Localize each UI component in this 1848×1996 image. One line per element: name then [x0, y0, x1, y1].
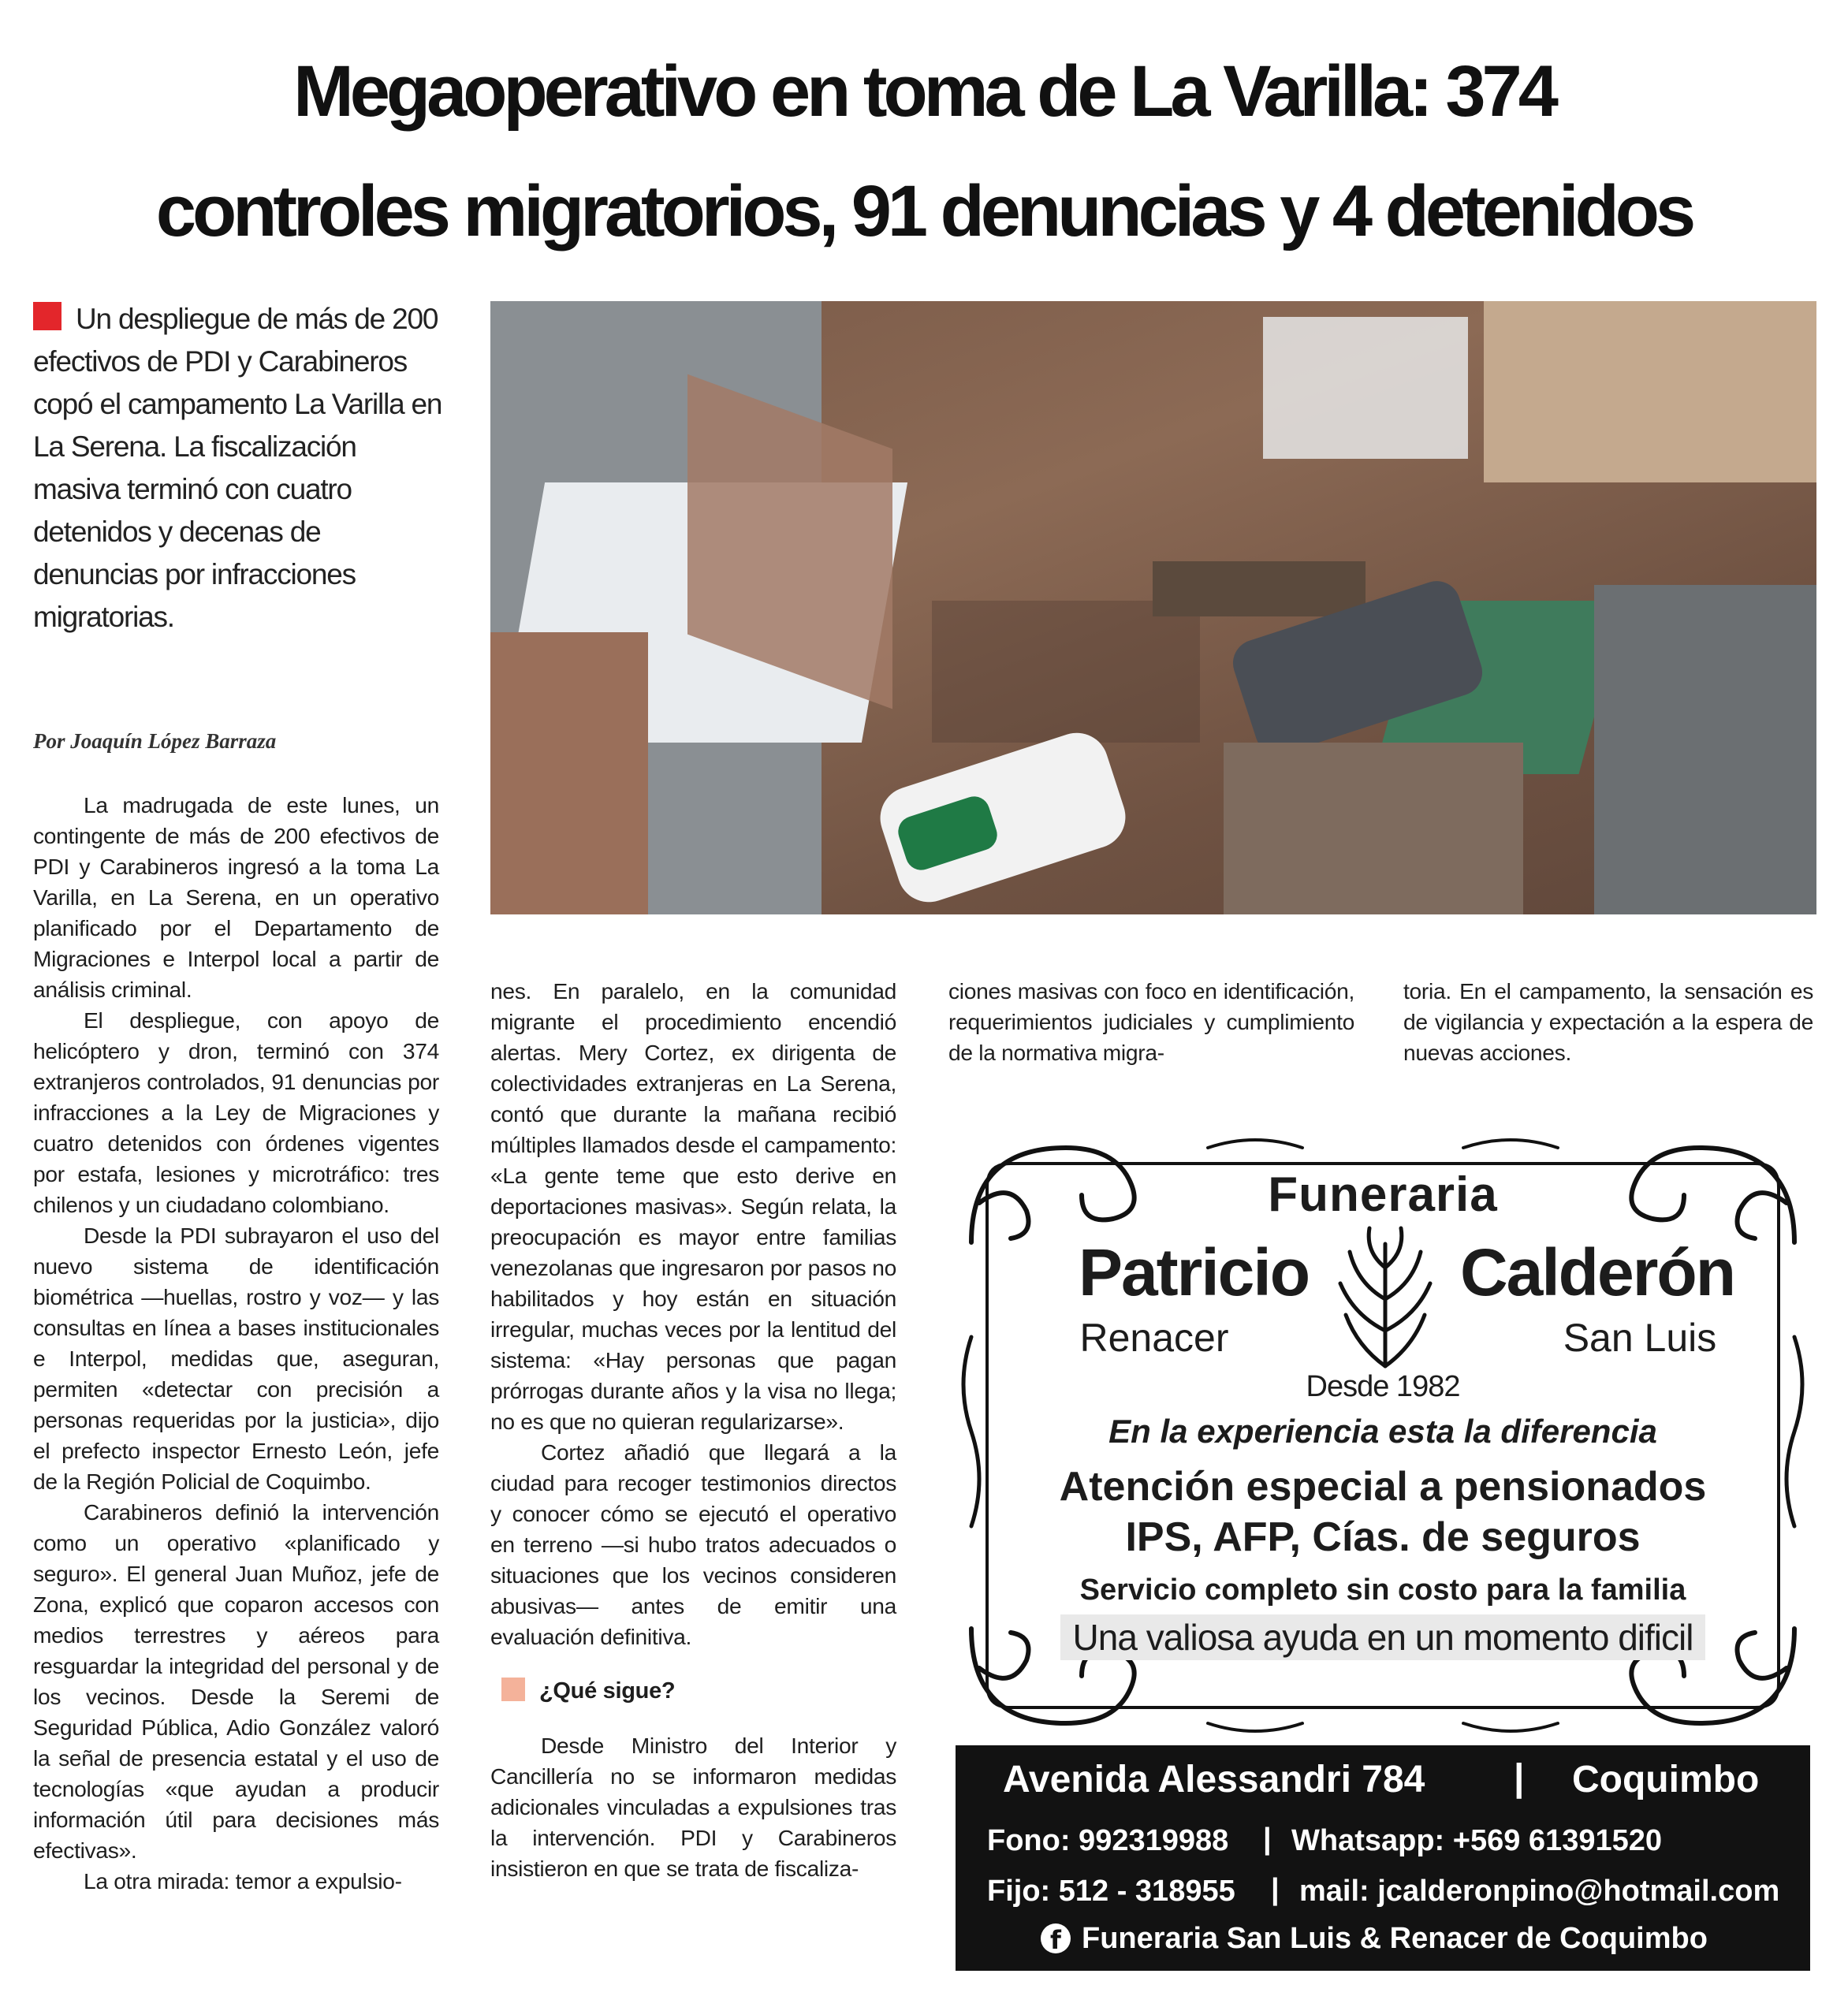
facebook-icon: f [1041, 1923, 1071, 1953]
ad-separator: | [1514, 1757, 1525, 1799]
ad-sub-left: Renacer [1079, 1316, 1229, 1360]
lead-marker [33, 302, 61, 330]
article-column-4 [1403, 976, 1813, 1068]
ad-slogan: En la experiencia esta la diferencia [1108, 1413, 1657, 1450]
article-column-2 [490, 976, 896, 1884]
ad-facebook: Funeraria San Luis & Renacer de Coquimbo [1082, 1922, 1708, 1955]
ad-line-servicio: Servicio completo sin costo para la familia [1079, 1573, 1686, 1607]
ad-line-seguros: IPS, AFP, Cías. de seguros [1125, 1514, 1641, 1560]
paragraph: La madrugada de este lunes, un contingente de más de 200 efectivos de PDI y Carabineros ingresó a la toma La Varilla, en La Serena, en un operativo planificado por el Departamento de Migraciones e Interpol local a partir de análisis criminal. [33, 792, 439, 1002]
aerial-photo [490, 301, 1816, 914]
headline-line-1: Megaoperativo en toma de La Varilla: 374 [293, 51, 1555, 132]
paragraph: ciones masivas con foco en identificación, requerimientos judiciales y cumplimiento de la normativa migra- [948, 978, 1354, 1065]
article-column-3 [948, 976, 1354, 1068]
headline [32, 32, 1816, 271]
article-column-1 [33, 790, 439, 1897]
paragraph: Desde la PDI subrayaron el uso del nuevo sistema de identificación biométrica —huellas, rostro y voz— y las consultas en línea a bases institucionales e Interpol, medidas que, aseguran, permiten «detectar con precisión a personas requeridas por la justicia», dijo el prefecto inspector Ernesto León, jefe de la Región Policial de Coquimbo. [33, 1223, 439, 1494]
ad-line-ayuda [956, 1614, 1810, 1660]
ad-whatsapp: Whatsapp: +569 61391520 [1291, 1824, 1662, 1857]
paragraph: Desde Ministro del Interior y Cancillería no se informaron medidas adicionales vinculadas a expulsiones tras la intervención. PDI y Carabineros insistieron en que se trata de fiscaliza- [490, 1733, 896, 1881]
lead-paragraph [33, 298, 443, 639]
ad-separator: | [1271, 1873, 1280, 1906]
paragraph: nes. En paralelo, en la comunidad migrante el procedimiento encendió alertas. Mery Cortez, ex dirigenta de colectividades extranjeras en La Serena, contó que durante la mañana recibió múltiples llamados desde el campamento: «La gente teme que esto derive en deportaciones masivas». Según relata, la preocupación es mayor entre familias venezolanas que ingresaron por pasos no habilitados y hoy están en situación irregular, muchas veces por la lentitud del sistema: «Hay personas que pagan prórrogas durante años y la visa no llega; no es que no quieran regularizarse». [490, 978, 896, 1434]
ad-fixed-phone: Fijo: 512 - 318955 [987, 1875, 1235, 1908]
lead-text: Un despliegue de más de 200 efectivos de PDI y Carabineros copó el campamento La Varilla en La Serena. La fiscalización masiva terminó con cuatro detenidos y decenas de denuncias por infracciones migratorias. [33, 303, 442, 633]
ad-city: Coquimbo [1572, 1759, 1760, 1800]
ad-mail: mail: jcalderonpino@hotmail.com [1299, 1875, 1780, 1908]
ad-sub-right: San Luis [1563, 1316, 1717, 1360]
funeral-home-ad [956, 1132, 1810, 1971]
ad-funeraria: Funeraria [1268, 1167, 1498, 1222]
subheading [501, 1676, 896, 1707]
ad-name-left: Patricio [1078, 1235, 1310, 1309]
ad-separator: | [1263, 1823, 1272, 1856]
ad-address: Avenida Alessandri 784 [1003, 1759, 1425, 1800]
ad-name-right: Calderón [1459, 1235, 1735, 1309]
ad-phone: Fono: 992319988 [987, 1824, 1229, 1857]
paragraph: toria. En el campamento, la sensación es de vigilancia y expectación a la espera de nuevas acciones. [1403, 978, 1813, 1065]
ad-line-pensionados: Atención especial a pensionados [1059, 1464, 1707, 1510]
paragraph: La otra mirada: temor a expulsio- [84, 1868, 402, 1894]
paragraph: El despliegue, con apoyo de helicóptero y dron, terminó con 374 extranjeros controlados, 91 denuncias por infracciones a la Ley de Migraciones y cuatro detenidos con órdenes vigentes por estafa, lesiones y microtráfico: tres chilenos y un ciudadano colombiano. [33, 1007, 439, 1217]
ad-contact-footer [956, 1745, 1810, 1971]
byline: Por Joaquín López Barraza [33, 729, 277, 753]
ad-since: Desde 1982 [1306, 1370, 1460, 1403]
ad-ayuda-text: Una valiosa ayuda en un momento dificil [1060, 1614, 1706, 1660]
subheading-text: ¿Qué sigue? [539, 1678, 676, 1704]
headline-line-2: controles migratorios, 91 denuncias y 4 detenidos [155, 171, 1693, 251]
paragraph: Cortez añadió que llegará a la ciudad para recoger testimonios directos y conocer cómo se ejecutó el operativo en terreno —si hubo tratos adecuados o situaciones que los vecinos consideren abusivas— antes de emitir una evaluación definitiva. [490, 1439, 896, 1649]
paragraph: Carabineros definió la intervención como un operativo «planificado y seguro». El general Juan Muñoz, jefe de Zona, explicó que coparon accesos con medios terrestres y aéreos para resguardar la integridad del personal y de los vecinos. Desde la Seremi de Seguridad Pública, Adio González valoró la señal de presencia estatal y el uso de tecnologías «que ayudan a producir información útil para decisiones más efectivas». [33, 1499, 439, 1863]
subhead-marker [501, 1678, 525, 1701]
